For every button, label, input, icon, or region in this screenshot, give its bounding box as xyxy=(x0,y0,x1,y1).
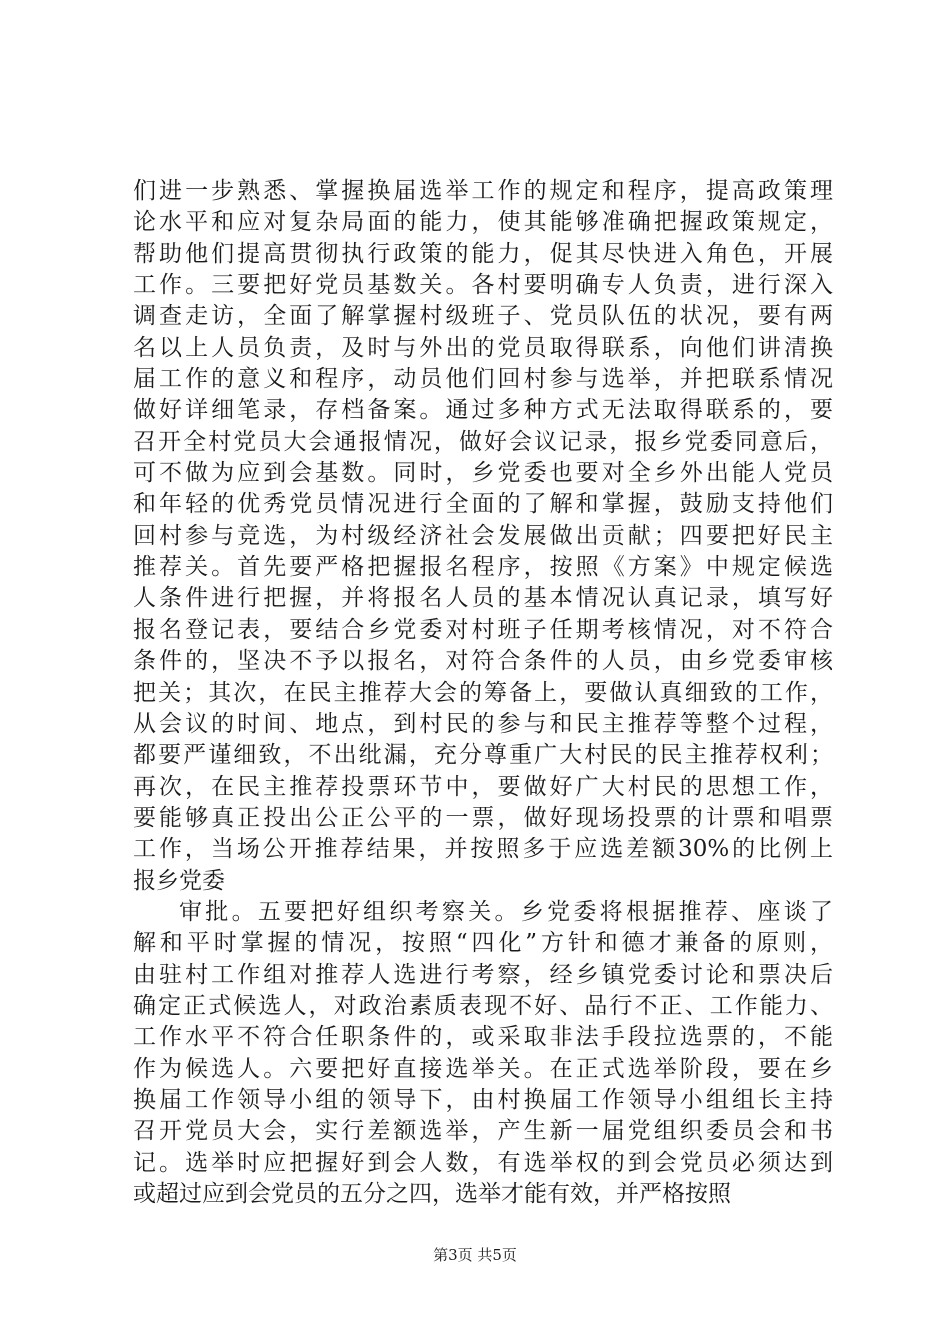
text-line: 们进一步熟悉、掌握换届选举工作的规定和程序，提高政策理 xyxy=(133,178,833,204)
text-line: 把关；其次，在民主推荐大会的筹备上，要做认真细致的工作， xyxy=(133,679,833,706)
text-line: 做好详细笔录，存档备案。通过多种方式无法取得联系的，要 xyxy=(133,397,833,424)
text-line: 可不做为应到会基数。同时，乡党委也要对全乡外出能人党员 xyxy=(133,460,833,487)
text-line: 报乡党委 xyxy=(133,867,225,894)
text-line: 审批。五要把好组织考察关。乡党委将根据推荐、座谈了 xyxy=(179,898,833,925)
text-line: 召开党员大会，实行差额选举，产生新一届党组织委员会和书 xyxy=(133,1118,833,1145)
text-line: 确定正式候选人，对政治素质表现不好、品行不正、工作能力、 xyxy=(133,992,833,1019)
paragraph-2 xyxy=(133,897,833,1210)
text-line: 条件的，坚决不予以报名，对符合条件的人员，由乡党委审核 xyxy=(133,648,833,675)
document-body xyxy=(133,176,833,1210)
text-line: 由驻村工作组对推荐人选进行考察，经乡镇党委讨论和票决后 xyxy=(133,961,833,988)
text-line: 换届工作领导小组的领导下，由村换届工作领导小组组长主持 xyxy=(133,1086,833,1113)
paragraph-1 xyxy=(133,176,833,897)
text-line: 论水平和应对复杂局面的能力，使其能够准确把握政策规定， xyxy=(133,209,833,236)
text-line: 工作，当场公开推荐结果，并按照多于应选差额30%的比例上 xyxy=(133,836,833,863)
text-line: 推荐关。首先要严格把握报名程序，按照《方案》中规定候选 xyxy=(133,554,833,581)
text-line: 工作。三要把好党员基数关。各村要明确专人负责，进行深入 xyxy=(133,272,833,299)
text-line: 再次，在民主推荐投票环节中，要做好广大村民的思想工作， xyxy=(133,773,833,800)
text-line: 解和平时掌握的情况，按照“四化”方针和德才兼备的原则， xyxy=(133,930,833,957)
text-line: 召开全村党员大会通报情况，做好会议记录，报乡党委同意后， xyxy=(133,428,833,455)
text-line: 名以上人员负责，及时与外出的党员取得联系，向他们讲清换 xyxy=(133,334,833,361)
text-line: 调查走访，全面了解掌握村级班子、党员队伍的状况，要有两 xyxy=(133,303,833,330)
text-line: 和年轻的优秀党员情况进行全面的了解和掌握，鼓励支持他们 xyxy=(133,491,833,518)
page-footer: 第3页 共5页 xyxy=(433,1246,517,1264)
text-line: 或超过应到会党员的五分之四，选举才能有效，并严格按照 xyxy=(133,1181,731,1207)
text-line: 记。选举时应把握好到会人数，有选举权的到会党员必须达到 xyxy=(133,1149,833,1176)
text-line: 要能够真正投出公正公平的一票，做好现场投票的计票和唱票 xyxy=(133,804,833,831)
text-line: 人条件进行把握，并将报名人员的基本情况认真记录，填写好 xyxy=(133,585,833,612)
text-line: 帮助他们提高贯彻执行政策的能力，促其尽快进入角色，开展 xyxy=(133,240,833,267)
text-line: 工作水平不符合任职条件的，或采取非法手段拉选票的，不能 xyxy=(133,1024,833,1051)
text-line: 报名登记表，要结合乡党委对村班子任期考核情况，对不符合 xyxy=(133,616,833,643)
text-line: 回村参与竞选，为村级经济社会发展做出贡献；四要把好民主 xyxy=(133,522,833,549)
text-line: 从会议的时间、地点，到村民的参与和民主推荐等整个过程， xyxy=(133,710,833,737)
text-line: 届工作的意义和程序，动员他们回村参与选举，并把联系情况 xyxy=(133,366,833,393)
text-line: 作为候选人。六要把好直接选举关。在正式选举阶段，要在乡 xyxy=(133,1055,833,1082)
text-line: 都要严谨细致，不出纰漏，充分尊重广大村民的民主推荐权利； xyxy=(133,742,833,769)
